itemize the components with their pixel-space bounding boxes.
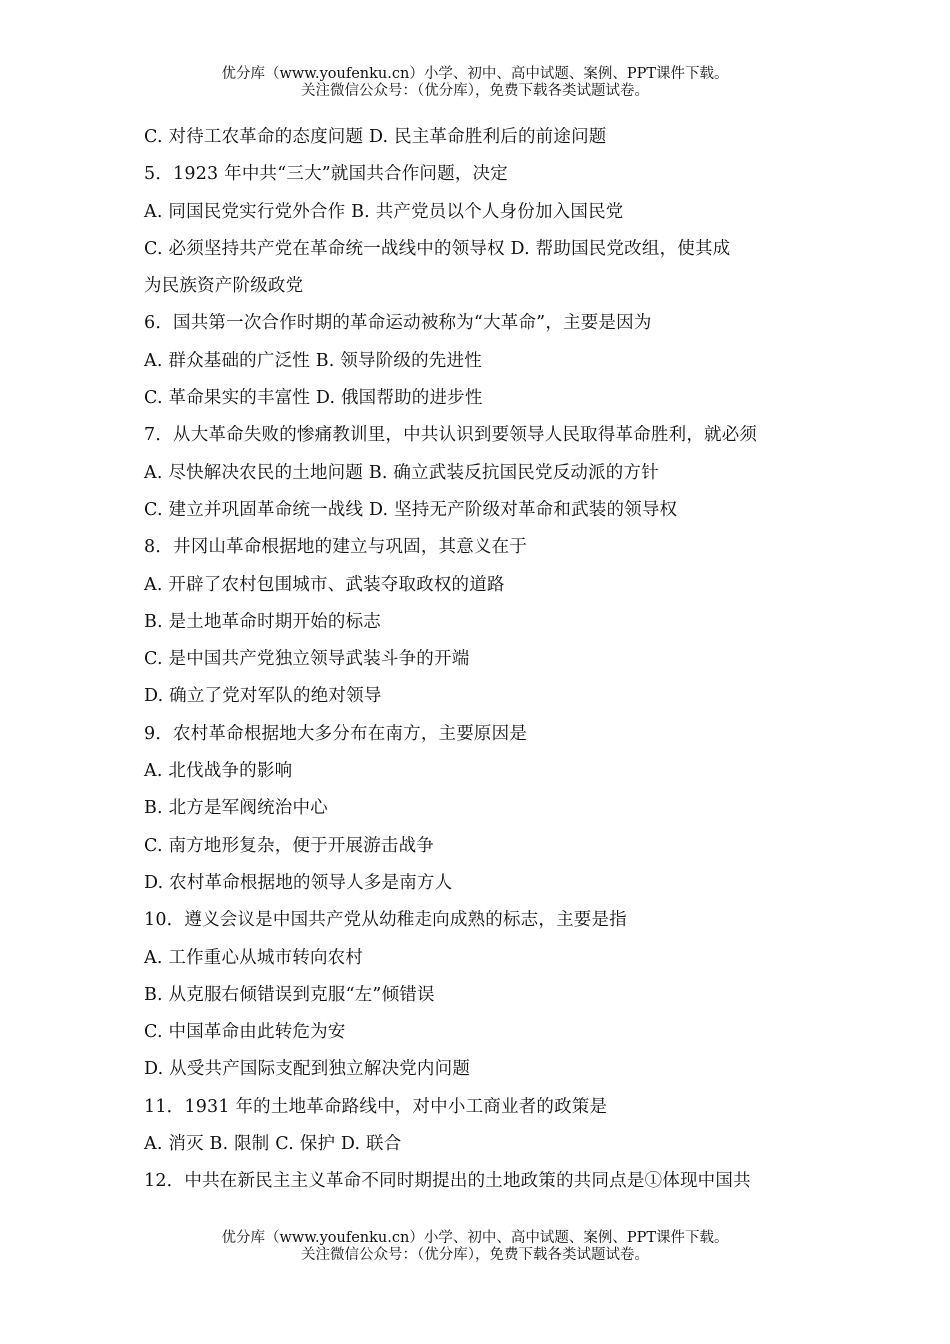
- text-line: C. 对待工农革命的态度问题 D. 民主革命胜利后的前途问题: [144, 127, 607, 147]
- text-line: B. 是土地革命时期开始的标志: [144, 611, 381, 632]
- question-6: 6．国共第一次合作时期的革命运动被称为“大革命”，主要是因为: [144, 313, 652, 334]
- text-line: A. 消灭 B. 限制 C. 保护 D. 联合: [144, 1134, 402, 1155]
- header-line-2: 关注微信公众号：（优分库），免费下载各类试题试卷。: [301, 83, 649, 99]
- question-7: 7．从大革命失败的惨痛教训里，中共认识到要领导人民取得革命胜利，就必须: [144, 425, 758, 446]
- text-line: A. 开辟了农村包围城市、武装夺取政权的道路: [144, 574, 505, 595]
- question-5: 5．1923 年中共“三大”就国共合作问题，决定: [144, 164, 508, 185]
- text-line: A. 同国民党实行党外合作 B. 共产党员以个人身份加入国民党: [144, 201, 624, 222]
- text-line: C. 南方地形复杂，便于开展游击战争: [144, 835, 434, 856]
- footer-line-1: 优分库（www.youfenku.cn）小学、初中、高中试题、案例、PPT课件下载。: [221, 1230, 729, 1246]
- document-body: [144, 124, 814, 1206]
- text-line: C. 必须坚持共产党在革命统一战线中的领导权 D. 帮助国民党改组，使其成: [144, 238, 731, 259]
- footer-line-2: 关注微信公众号：（优分库），免费下载各类试题试卷。: [301, 1247, 649, 1263]
- text-line: C. 建立并巩固革命统一战线 D. 坚持无产阶级对革命和武装的领导权: [144, 499, 678, 520]
- page-footer: [0, 1230, 950, 1264]
- text-line: A. 尽快解决农民的土地问题 B. 确立武装反抗国民党反动派的方针: [144, 462, 659, 483]
- text-line: 为民族资产阶级政党: [144, 276, 304, 297]
- question-11: 11．1931 年的土地革命路线中，对中小工商业者的政策是: [144, 1096, 608, 1117]
- header-line-1: 优分库（www.youfenku.cn）小学、初中、高中试题、案例、PPT课件下载。: [221, 66, 729, 82]
- text-line: A. 工作重心从城市转向农村: [144, 947, 364, 968]
- text-line: B. 从克服右倾错误到克服“左”倾错误: [144, 984, 435, 1005]
- text-line: D. 从受共产国际支配到独立解决党内问题: [144, 1059, 471, 1080]
- question-12: 12．中共在新民主主义革命不同时期提出的土地政策的共同点是①体现中国共: [144, 1171, 751, 1192]
- text-line: C. 革命果实的丰富性 D. 俄国帮助的进步性: [144, 388, 483, 409]
- text-line: C. 是中国共产党独立领导武装斗争的开端: [144, 649, 470, 670]
- question-8: 8．井冈山革命根据地的建立与巩固，其意义在于: [144, 537, 528, 558]
- text-line: D. 农村革命根据地的领导人多是南方人: [144, 872, 453, 893]
- question-10: 10．遵义会议是中国共产党从幼稚走向成熟的标志，主要是指: [144, 910, 627, 931]
- page-header: [0, 66, 950, 100]
- text-line: A. 群众基础的广泛性 B. 领导阶级的先进性: [144, 350, 482, 371]
- text-line: A. 北伐战争的影响: [144, 761, 293, 782]
- text-line: B. 北方是军阀统治中心: [144, 798, 328, 819]
- text-line: C. 中国革命由此转危为安: [144, 1022, 346, 1043]
- text-line: D. 确立了党对军队的绝对领导: [144, 686, 382, 707]
- question-9: 9．农村革命根据地大多分布在南方，主要原因是: [144, 723, 528, 744]
